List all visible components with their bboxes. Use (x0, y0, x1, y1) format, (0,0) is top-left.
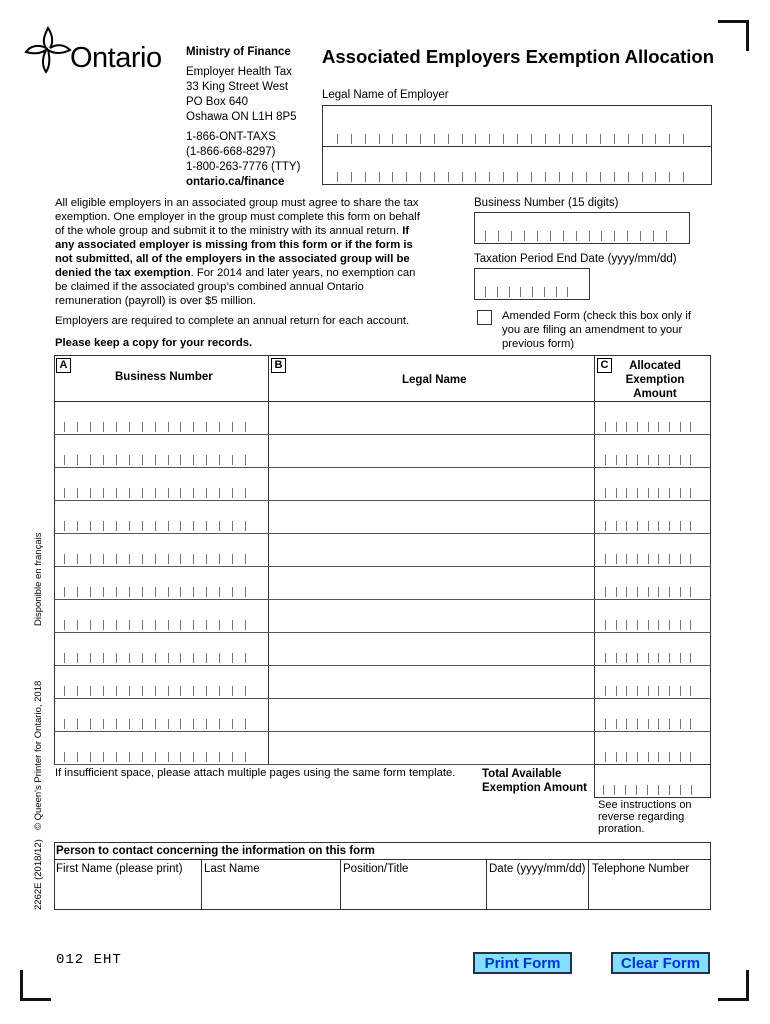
phone-line: 1-866-ONT-TAXS (186, 131, 276, 143)
date-field[interactable] (487, 860, 588, 909)
phone-line: (1-866-668-8297) (186, 146, 276, 158)
address-line: Oshawa ON L1H 8P5 (186, 111, 297, 123)
table-row (54, 501, 711, 534)
francais-note: Disponible en français (33, 532, 44, 626)
intro-text-continued: . For 2014 and later years, no exemption can be claimed if the associated group’s combined annual Ontario remuneration (payroll) is over $5 million. (55, 267, 416, 307)
intro-text: All eligible employers in an associated group must agree to share the tax exemption. One employer in the group must complete this form on behalf of the whole group and submit it to the ministry with its annual return. (55, 197, 420, 237)
table-row (54, 402, 711, 435)
exemption-amount-cell[interactable] (595, 699, 711, 731)
ministry-name: Ministry of Finance (186, 46, 291, 58)
legal-name-cell[interactable] (269, 600, 594, 632)
address-line: Employer Health Tax (186, 66, 292, 78)
business-number-cell[interactable] (54, 666, 268, 698)
exemption-amount-cell[interactable] (595, 633, 711, 665)
table-row (54, 732, 711, 765)
phone-field[interactable] (589, 860, 710, 909)
phone-line: 1-800-263-7776 (TTY) (186, 161, 301, 173)
table-row (54, 666, 711, 699)
business-number-cell[interactable] (54, 699, 268, 731)
legal-name-cell[interactable] (269, 699, 594, 731)
legal-name-cell[interactable] (269, 468, 594, 500)
business-number-label: Business Number (15 digits) (474, 197, 619, 209)
keep-copy-note: Please keep a copy for your records. (55, 337, 253, 349)
last-name-label: Last Name (204, 863, 260, 875)
column-a-header: Business Number (115, 371, 213, 383)
amended-label: Amended Form (check this box only if you are filing an amendment to your previous form) (502, 310, 691, 350)
legal-name-cell[interactable] (269, 435, 594, 467)
intro-warning: If any associated employer is missing from this form or if the form is not submitted, all of the employers in the associated group will be denied the tax exemption (55, 225, 413, 279)
form-code: 012 EHT (56, 952, 122, 968)
address-line: 33 King Street West (186, 81, 289, 93)
exemption-amount-cell[interactable] (595, 600, 711, 632)
logo-wordmark: Ontario (70, 42, 162, 74)
amended-checkbox[interactable] (477, 310, 492, 325)
column-c-header: Allocated Exemption Amount (625, 360, 685, 400)
business-number-cell[interactable] (54, 600, 268, 632)
clear-form-button[interactable]: Clear Form (611, 952, 710, 974)
print-form-button[interactable]: Print Form (473, 952, 572, 974)
trillium-icon (24, 24, 72, 74)
table-row (54, 567, 711, 600)
crop-mark-bottom-right (718, 970, 749, 1001)
insufficient-space-note: If insufficient space, please attach multiple pages using the same form template. (55, 767, 456, 779)
form-id: 2262E (2018/12) (33, 839, 44, 910)
copyright-note: © Queen's Printer for Ontario, 2018 (33, 680, 44, 830)
column-b-letter: B (271, 358, 286, 373)
intro-paragraph (55, 196, 427, 308)
legal-name-line-2[interactable] (323, 146, 711, 184)
business-number-cell[interactable] (54, 435, 268, 467)
exemption-amount-cell[interactable] (595, 435, 711, 467)
exemption-amount-cell[interactable] (595, 534, 711, 566)
legal-name-cell[interactable] (269, 402, 594, 434)
total-input[interactable] (594, 764, 711, 798)
legal-name-line-1[interactable] (323, 106, 711, 147)
first-name-field[interactable] (55, 860, 201, 909)
table-row (54, 633, 711, 666)
column-a-letter: A (56, 358, 71, 373)
table-row (54, 468, 711, 501)
business-number-cell[interactable] (54, 534, 268, 566)
instructions-note: See instructions on reverse regarding proration. (598, 799, 692, 835)
table-row (54, 699, 711, 732)
legal-name-cell[interactable] (269, 633, 594, 665)
legal-name-cell[interactable] (269, 534, 594, 566)
table-row (54, 600, 711, 633)
column-c-letter: C (597, 358, 612, 373)
address-line: PO Box 640 (186, 96, 249, 108)
business-number-cell[interactable] (54, 402, 268, 434)
ministry-address (186, 65, 300, 190)
contact-heading: Person to contact concerning the information on this form (56, 845, 375, 857)
ontario-logo (24, 24, 174, 79)
ministry-website: ontario.ca/finance (186, 176, 285, 188)
legal-name-cell[interactable] (269, 732, 594, 764)
legal-name-cell[interactable] (269, 501, 594, 533)
form-title: Associated Employers Exemption Allocation (322, 46, 715, 67)
exemption-amount-cell[interactable] (595, 468, 711, 500)
business-number-cell[interactable] (54, 567, 268, 599)
business-number-cell[interactable] (54, 732, 268, 764)
exemption-amount-cell[interactable] (595, 402, 711, 434)
crop-mark-top-right (718, 20, 749, 51)
table-row (54, 534, 711, 567)
business-number-cell[interactable] (54, 633, 268, 665)
exemption-amount-cell[interactable] (595, 732, 711, 764)
legal-name-cell[interactable] (269, 666, 594, 698)
table-row (54, 435, 711, 468)
total-label: Total Available Exemption Amount (482, 768, 587, 794)
legal-name-cell[interactable] (269, 567, 594, 599)
business-number-cell[interactable] (54, 501, 268, 533)
position-label: Position/Title (343, 863, 409, 875)
legal-name-label: Legal Name of Employer (322, 89, 449, 101)
business-number-cell[interactable] (54, 468, 268, 500)
column-b-header: Legal Name (402, 374, 467, 386)
first-name-label: First Name (please print) (56, 863, 183, 875)
annual-return-note: Employers are required to complete an annual return for each account. (55, 315, 410, 327)
taxation-period-label: Taxation Period End Date (yyyy/mm/dd) (474, 253, 677, 265)
exemption-amount-cell[interactable] (595, 567, 711, 599)
phone-label: Telephone Number (592, 863, 690, 875)
exemption-amount-cell[interactable] (595, 501, 711, 533)
legal-name-input[interactable] (322, 105, 712, 185)
last-name-field[interactable] (202, 860, 340, 909)
crop-mark-bottom-left (20, 970, 51, 1001)
business-number-input[interactable] (474, 212, 690, 244)
taxation-period-input[interactable] (474, 268, 590, 300)
position-field[interactable] (341, 860, 486, 909)
date-label: Date (yyyy/mm/dd) (489, 863, 586, 875)
exemption-amount-cell[interactable] (595, 666, 711, 698)
